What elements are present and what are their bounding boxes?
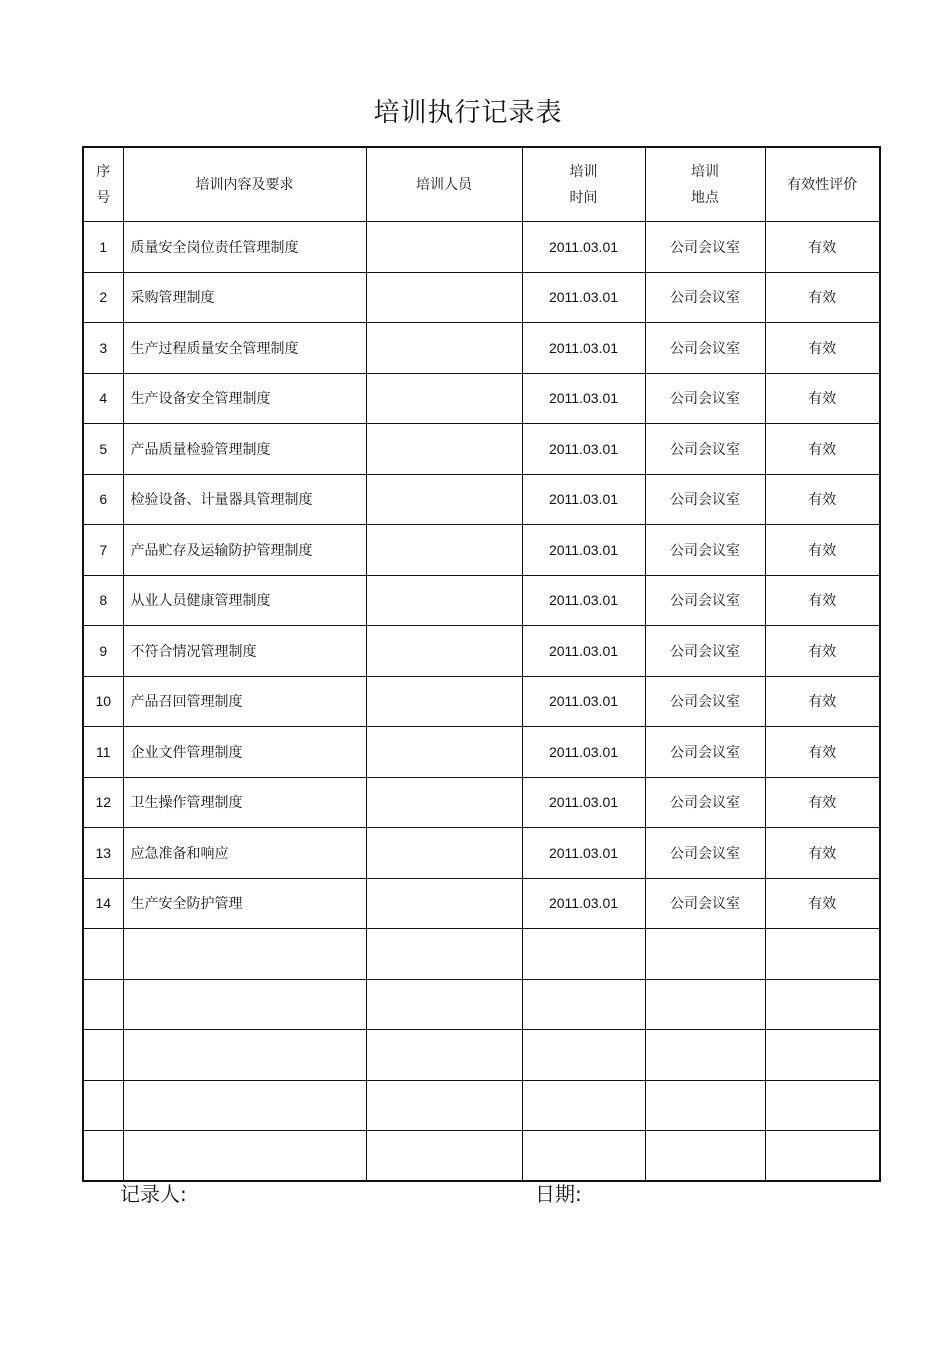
row-content bbox=[123, 1080, 366, 1131]
row-content: 质量安全岗位责任管理制度 bbox=[123, 222, 366, 273]
row-content bbox=[123, 929, 366, 980]
row-place: 公司会议室 bbox=[645, 626, 765, 677]
table-row bbox=[83, 272, 880, 323]
row-place: 公司会议室 bbox=[645, 373, 765, 424]
row-trainees bbox=[366, 272, 522, 323]
row-content bbox=[123, 1030, 366, 1081]
table-row bbox=[83, 878, 880, 929]
row-evaluation: 有效 bbox=[765, 727, 880, 778]
table-row bbox=[83, 1080, 880, 1131]
row-evaluation: 有效 bbox=[765, 323, 880, 374]
row-trainees bbox=[366, 828, 522, 879]
header-place bbox=[645, 147, 765, 222]
row-content: 企业文件管理制度 bbox=[123, 727, 366, 778]
row-no: 12 bbox=[83, 777, 123, 828]
row-time: 2011.03.01 bbox=[522, 222, 645, 273]
row-no: 3 bbox=[83, 323, 123, 374]
row-trainees bbox=[366, 1030, 522, 1081]
row-content bbox=[123, 979, 366, 1030]
row-trainees bbox=[366, 626, 522, 677]
row-trainees bbox=[366, 474, 522, 525]
recorder-label: 记录人: bbox=[120, 1182, 187, 1206]
row-evaluation: 有效 bbox=[765, 828, 880, 879]
row-content: 检验设备、计量器具管理制度 bbox=[123, 474, 366, 525]
table-row bbox=[83, 626, 880, 677]
row-trainees bbox=[366, 727, 522, 778]
row-place: 公司会议室 bbox=[645, 727, 765, 778]
row-content: 采购管理制度 bbox=[123, 272, 366, 323]
row-trainees bbox=[366, 1131, 522, 1182]
row-place bbox=[645, 1131, 765, 1182]
table-row bbox=[83, 929, 880, 980]
row-place bbox=[645, 929, 765, 980]
row-no: 5 bbox=[83, 424, 123, 475]
header-no-line2: 号 bbox=[96, 189, 111, 206]
row-place: 公司会议室 bbox=[645, 222, 765, 273]
row-time: 2011.03.01 bbox=[522, 878, 645, 929]
row-time: 2011.03.01 bbox=[522, 323, 645, 374]
row-no: 7 bbox=[83, 525, 123, 576]
table-row bbox=[83, 222, 880, 273]
row-place: 公司会议室 bbox=[645, 828, 765, 879]
row-place: 公司会议室 bbox=[645, 474, 765, 525]
header-no bbox=[83, 147, 123, 222]
row-trainees bbox=[366, 323, 522, 374]
row-evaluation bbox=[765, 929, 880, 980]
row-trainees bbox=[366, 575, 522, 626]
row-content: 应急准备和响应 bbox=[123, 828, 366, 879]
row-evaluation: 有效 bbox=[765, 222, 880, 273]
row-evaluation: 有效 bbox=[765, 575, 880, 626]
row-time bbox=[522, 979, 645, 1030]
row-no bbox=[83, 1080, 123, 1131]
row-trainees bbox=[366, 1080, 522, 1131]
table-row bbox=[83, 828, 880, 879]
row-no: 14 bbox=[83, 878, 123, 929]
row-place: 公司会议室 bbox=[645, 424, 765, 475]
row-place: 公司会议室 bbox=[645, 878, 765, 929]
row-no: 6 bbox=[83, 474, 123, 525]
row-time: 2011.03.01 bbox=[522, 727, 645, 778]
row-content: 卫生操作管理制度 bbox=[123, 777, 366, 828]
header-no-line1: 序 bbox=[96, 163, 111, 180]
row-place: 公司会议室 bbox=[645, 272, 765, 323]
row-place bbox=[645, 979, 765, 1030]
row-no bbox=[83, 979, 123, 1030]
row-no: 2 bbox=[83, 272, 123, 323]
row-time: 2011.03.01 bbox=[522, 424, 645, 475]
row-time bbox=[522, 1131, 645, 1182]
row-content: 从业人员健康管理制度 bbox=[123, 575, 366, 626]
row-evaluation bbox=[765, 979, 880, 1030]
row-time: 2011.03.01 bbox=[522, 676, 645, 727]
row-content: 生产过程质量安全管理制度 bbox=[123, 323, 366, 374]
row-no: 4 bbox=[83, 373, 123, 424]
header-evaluation: 有效性评价 bbox=[765, 147, 880, 222]
row-trainees bbox=[366, 676, 522, 727]
row-evaluation bbox=[765, 1030, 880, 1081]
row-time: 2011.03.01 bbox=[522, 828, 645, 879]
row-content bbox=[123, 1131, 366, 1182]
row-place: 公司会议室 bbox=[645, 323, 765, 374]
header-trainees: 培训人员 bbox=[366, 147, 522, 222]
header-place-line1: 培训 bbox=[691, 163, 719, 180]
table-row bbox=[83, 474, 880, 525]
page-title: 培训执行记录表 bbox=[373, 98, 563, 128]
row-trainees bbox=[366, 878, 522, 929]
row-no: 11 bbox=[83, 727, 123, 778]
table-row bbox=[83, 373, 880, 424]
row-content: 产品召回管理制度 bbox=[123, 676, 366, 727]
table-row bbox=[83, 323, 880, 374]
row-no: 13 bbox=[83, 828, 123, 879]
table-row bbox=[83, 424, 880, 475]
row-content: 生产安全防护管理 bbox=[123, 878, 366, 929]
training-record-table bbox=[82, 146, 881, 1182]
header-content: 培训内容及要求 bbox=[123, 147, 366, 222]
row-evaluation: 有效 bbox=[765, 424, 880, 475]
row-no bbox=[83, 929, 123, 980]
row-content: 产品质量检验管理制度 bbox=[123, 424, 366, 475]
row-evaluation: 有效 bbox=[765, 676, 880, 727]
row-place bbox=[645, 1080, 765, 1131]
row-time: 2011.03.01 bbox=[522, 777, 645, 828]
table-row bbox=[83, 575, 880, 626]
row-evaluation: 有效 bbox=[765, 878, 880, 929]
row-no: 9 bbox=[83, 626, 123, 677]
table-row bbox=[83, 676, 880, 727]
header-time-line2: 时间 bbox=[569, 189, 598, 206]
row-time bbox=[522, 1030, 645, 1081]
row-trainees bbox=[366, 979, 522, 1030]
table-row bbox=[83, 525, 880, 576]
row-place: 公司会议室 bbox=[645, 525, 765, 576]
row-time: 2011.03.01 bbox=[522, 525, 645, 576]
date-label: 日期: bbox=[535, 1182, 582, 1206]
row-evaluation: 有效 bbox=[765, 474, 880, 525]
row-no bbox=[83, 1030, 123, 1081]
row-no: 1 bbox=[83, 222, 123, 273]
row-content: 产品贮存及运输防护管理制度 bbox=[123, 525, 366, 576]
row-place: 公司会议室 bbox=[645, 575, 765, 626]
row-time bbox=[522, 929, 645, 980]
table-header-row bbox=[83, 147, 880, 222]
row-place: 公司会议室 bbox=[645, 777, 765, 828]
row-trainees bbox=[366, 222, 522, 273]
row-trainees bbox=[366, 373, 522, 424]
row-no: 10 bbox=[83, 676, 123, 727]
row-trainees bbox=[366, 424, 522, 475]
row-trainees bbox=[366, 929, 522, 980]
row-evaluation bbox=[765, 1131, 880, 1182]
row-time bbox=[522, 1080, 645, 1131]
table-row bbox=[83, 1131, 880, 1182]
row-evaluation: 有效 bbox=[765, 626, 880, 677]
row-evaluation: 有效 bbox=[765, 272, 880, 323]
row-no: 8 bbox=[83, 575, 123, 626]
row-time: 2011.03.01 bbox=[522, 373, 645, 424]
row-trainees bbox=[366, 777, 522, 828]
table-row bbox=[83, 1030, 880, 1081]
row-time: 2011.03.01 bbox=[522, 474, 645, 525]
row-evaluation: 有效 bbox=[765, 777, 880, 828]
row-place: 公司会议室 bbox=[645, 676, 765, 727]
row-time: 2011.03.01 bbox=[522, 626, 645, 677]
table-row bbox=[83, 727, 880, 778]
header-place-line2: 地点 bbox=[691, 189, 719, 206]
row-evaluation: 有效 bbox=[765, 525, 880, 576]
table-row bbox=[83, 979, 880, 1030]
table-row bbox=[83, 777, 880, 828]
row-time: 2011.03.01 bbox=[522, 575, 645, 626]
row-content: 不符合情况管理制度 bbox=[123, 626, 366, 677]
row-trainees bbox=[366, 525, 522, 576]
row-no bbox=[83, 1131, 123, 1182]
row-content: 生产设备安全管理制度 bbox=[123, 373, 366, 424]
row-place bbox=[645, 1030, 765, 1081]
header-time bbox=[522, 147, 645, 222]
row-evaluation: 有效 bbox=[765, 373, 880, 424]
row-evaluation bbox=[765, 1080, 880, 1131]
row-time: 2011.03.01 bbox=[522, 272, 645, 323]
header-time-line1: 培训 bbox=[569, 163, 598, 180]
